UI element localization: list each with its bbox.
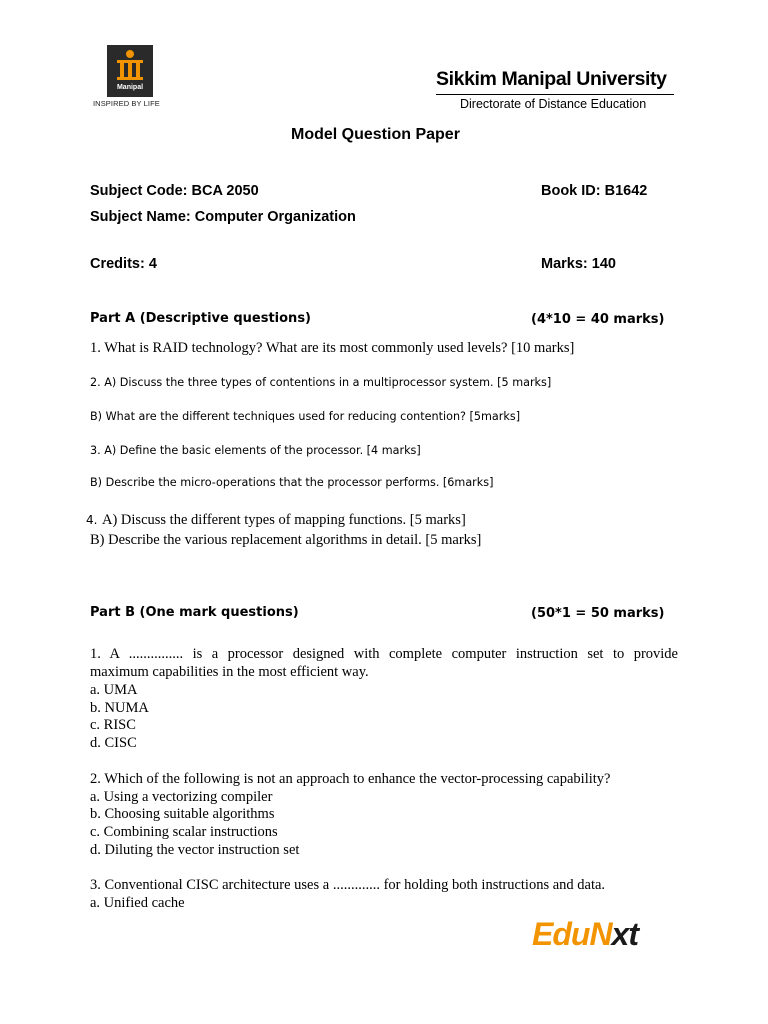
total-marks: Marks: 140 — [541, 256, 616, 272]
part-b-q2-option-d: d. Diluting the vector instruction set — [90, 842, 300, 858]
part-b-q1-option-d: d. CISC — [90, 735, 137, 751]
part-b-marks: (50*1 = 50 marks) — [531, 606, 665, 621]
part-b-question-3: 3. Conventional CISC architecture uses a ............. for holding both instructions and data. — [90, 877, 606, 893]
part-a-question-3b: B) Describe the micro-operations that the processor performs. [6marks] — [90, 476, 494, 489]
part-b-heading: Part B (One mark questions) — [90, 605, 299, 620]
edunxt-logo — [532, 916, 638, 953]
part-a-marks: (4*10 = 40 marks) — [531, 312, 665, 327]
part-a-question-4-number: 4. — [86, 513, 98, 527]
edunxt-logo-part3: xt — [611, 916, 638, 952]
part-b-question-1-line2: maximum capabilities in the most efficient way. — [90, 664, 369, 680]
university-name: Sikkim Manipal University — [436, 68, 667, 90]
part-b-q1-option-b: b. NUMA — [90, 700, 149, 716]
page-title: Model Question Paper — [291, 126, 460, 143]
part-a-question-3a: 3. A) Define the basic elements of the processor. [4 marks] — [90, 444, 421, 457]
subject-name: Subject Name: Computer Organization — [90, 209, 356, 225]
part-a-heading: Part A (Descriptive questions) — [90, 311, 311, 326]
part-a-question-2b: B) What are the different techniques used for reducing contention? [5marks] — [90, 410, 521, 423]
part-b-q2-option-a: a. Using a vectorizing compiler — [90, 789, 273, 805]
part-b-question-2: 2. Which of the following is not an approach to enhance the vector-processing capability? — [90, 771, 611, 787]
header-divider — [436, 94, 674, 95]
subject-code: Subject Code: BCA 2050 — [90, 183, 259, 199]
part-b-q1-option-c: c. RISC — [90, 717, 136, 733]
manipal-emblem-icon — [107, 45, 153, 85]
edunxt-logo-part1: Edu — [532, 916, 590, 952]
part-b-q2-option-b: b. Choosing suitable algorithms — [90, 806, 275, 822]
part-a-question-4a: A) Discuss the different types of mapping functions. [5 marks] — [102, 512, 466, 528]
part-a-question-1: 1. What is RAID technology? What are its most commonly used levels? [10 marks] — [90, 340, 575, 356]
directorate-name: Directorate of Distance Education — [460, 97, 647, 111]
credits: Credits: 4 — [90, 256, 157, 272]
logo-tagline: INSPIRED BY LIFE — [93, 99, 160, 108]
book-id: Book ID: B1642 — [541, 183, 648, 199]
part-b-q3-option-a: a. Unified cache — [90, 895, 185, 911]
part-b-question-1-line1: 1. A ............... is a processor designed with complete computer instruction set to provide — [90, 646, 678, 662]
manipal-logo — [107, 45, 153, 97]
part-a-question-4b: B) Describe the various replacement algorithms in detail. [5 marks] — [90, 532, 482, 548]
part-a-question-2a: 2. A) Discuss the three types of contentions in a multiprocessor system. [5 marks] — [90, 376, 552, 389]
edunxt-logo-part2: N — [589, 916, 612, 952]
logo-wordmark: Manipal — [116, 84, 144, 91]
part-b-q2-option-c: c. Combining scalar instructions — [90, 824, 278, 840]
part-b-q1-option-a: a. UMA — [90, 682, 138, 698]
